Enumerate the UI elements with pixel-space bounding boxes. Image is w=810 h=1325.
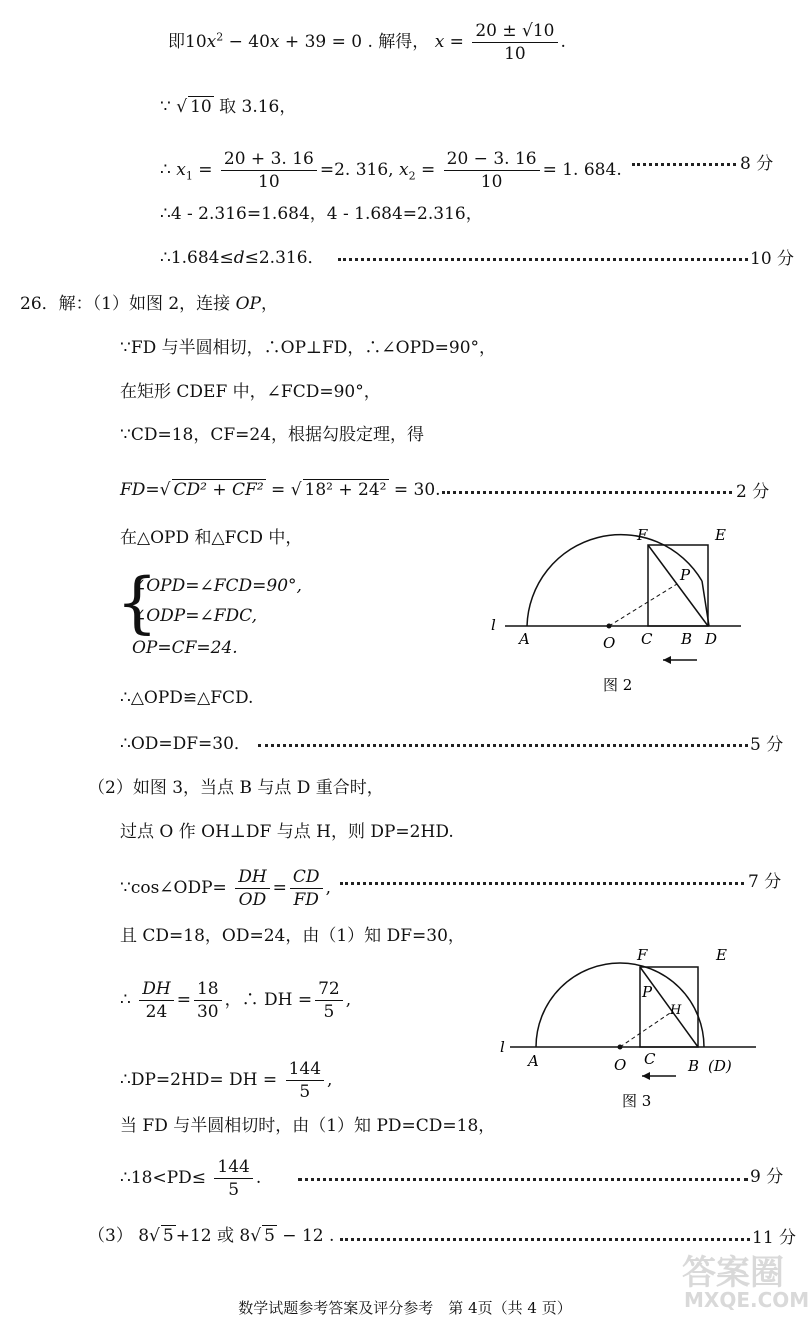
eq1-den: 10: [504, 44, 526, 64]
part3-line: [88, 1224, 334, 1248]
score-11: 11 分: [752, 1228, 797, 1248]
ratio-line: [120, 978, 351, 1023]
congruence-line: ∴△OPD≌△FCD.: [120, 688, 254, 708]
cos-den-1: OD: [238, 890, 267, 910]
radical-sign: √: [149, 1226, 160, 1246]
eq1-mid2: + 39 = 0 . 解得，: [279, 32, 430, 52]
label-l: l: [491, 616, 496, 634]
therefore-sign: ∴: [160, 160, 171, 180]
label-a: A: [519, 630, 530, 648]
dp-pre: ∴DP=2HD= DH =: [120, 1070, 278, 1090]
od-line: ∴OD=DF=30．: [120, 734, 251, 754]
tangent-case-line: 当 FD 与半圆相切时，由（1）知 PD=CD=18，: [120, 1116, 496, 1136]
roots-line: ∴ $x_1$ = $\frac{20 + 3. 16}{10}$ =2. 316, $x_2$ = $\frac{20 - 3. 16}{10}$ = 1. 684.: [160, 149, 622, 192]
cos-eq: =: [272, 878, 287, 898]
ratio-end: ,: [345, 990, 352, 1010]
label-f: F: [637, 526, 648, 544]
p3-radicand-1: 5: [162, 1226, 174, 1246]
page-footer: 数学试题参考答案及评分参考 第 4页（共 4 页）: [238, 1299, 572, 1317]
cos-frac-2: [290, 866, 323, 911]
pd-frac: [214, 1156, 252, 1201]
leader-dots: [258, 744, 748, 747]
range-d: d: [233, 248, 245, 268]
ratio-pre: ∴: [120, 990, 131, 1010]
score-10: 10 分: [750, 249, 795, 269]
dp-frac: [286, 1058, 324, 1103]
pd-den: 5: [228, 1180, 240, 1200]
equation-line-1: [168, 20, 566, 65]
eq1-var: x: [206, 32, 217, 52]
system-brace: {: [116, 564, 158, 641]
x1-den: 10: [258, 172, 280, 192]
score-9: 9 分: [750, 1167, 784, 1187]
radical-sign: √: [290, 480, 302, 500]
eq1-end: .: [560, 32, 566, 52]
dp-den: 5: [299, 1082, 311, 1102]
label-d: D: [705, 630, 718, 648]
ratio-frac-2: [194, 978, 222, 1023]
ratio-num-2: 18: [194, 978, 222, 1001]
label-c: C: [641, 630, 653, 648]
label-f: F: [637, 946, 648, 964]
q26-heading: [20, 292, 278, 316]
ratio-num-1: DH: [139, 978, 173, 1001]
cos-pre: ∵cos∠ODP=: [120, 878, 227, 898]
x2-value: = 1. 684.: [542, 160, 622, 180]
ratio-frac-1: [139, 978, 173, 1023]
leader-dots: [340, 882, 744, 885]
leader-dots: [632, 163, 736, 166]
ratio-den-1: 24: [145, 1002, 168, 1022]
dp-end: ,: [327, 1070, 333, 1090]
rectangle-line: 在矩形 CDEF 中，∠FCD=90°，: [120, 382, 381, 402]
radical-sign: √: [250, 1226, 262, 1246]
fd-mid: =: [265, 480, 291, 500]
x1-num: 20 + 3. 16: [221, 148, 317, 171]
label-p: P: [680, 566, 691, 584]
triangles-line: 在△OPD 和△FCD 中，: [120, 528, 303, 548]
x1-var: x: [176, 160, 186, 180]
p3-pre: （3） 8: [88, 1226, 150, 1246]
score-8: 8 分: [740, 154, 774, 174]
range-line: [160, 246, 325, 270]
x1-sub: 1: [185, 169, 193, 183]
eq1-num: 20 ± √10: [472, 20, 557, 43]
q26-end: ，: [260, 294, 278, 314]
score-5: 5 分: [750, 735, 784, 755]
label-o: O: [614, 1056, 627, 1074]
eq1-coef: 即10: [168, 32, 207, 52]
condition-3: OP=CF=24.: [132, 638, 238, 658]
dp-line: [120, 1058, 332, 1103]
ratio-den-2: 30: [196, 1002, 219, 1022]
radicand: 10: [190, 97, 212, 117]
pd-end: .: [255, 1168, 262, 1188]
given-line: ∵CD=18，CF=24，根据勾股定理，得: [120, 425, 425, 445]
fd-pre: FD=: [120, 480, 160, 500]
pythagoras-line: [120, 478, 441, 502]
x2-fraction: [444, 148, 540, 193]
cos-end: ,: [325, 878, 331, 898]
label-b: B: [681, 630, 693, 648]
range-pre: ∴1.684≤: [160, 248, 234, 268]
perpendicular-line: 过点 O 作 OH⊥DF 与点 H，则 DP=2HD.: [120, 822, 454, 842]
difference-line: ∴4 - 2.316=1.684，4 - 1.684=2.316，: [160, 204, 483, 224]
ratio-eq: =: [176, 990, 191, 1010]
p3-mid: +12 或 8: [175, 1226, 251, 1246]
x1-value: =2. 316,: [319, 160, 394, 180]
pd-range-line: [120, 1156, 261, 1201]
radicand-1: CD² + CF²: [173, 480, 264, 500]
figure-3: [490, 940, 770, 1120]
eq1-mid: − 40: [223, 32, 270, 52]
approx-text: 取 3.16，: [213, 97, 297, 117]
radical-sign: √: [176, 97, 188, 117]
label-e: E: [716, 946, 727, 964]
condition-2: ∠ODP=∠FDC,: [132, 606, 257, 626]
label-c: C: [644, 1050, 656, 1068]
leader-dots: [340, 1238, 750, 1241]
eq1-var2: x: [269, 32, 280, 52]
q26-op: OP: [235, 294, 261, 314]
x2-den: 10: [480, 172, 503, 192]
q26-text: 26．解：（1）如图 2，连接: [20, 294, 236, 314]
ratio-num-3: 72: [315, 978, 343, 1001]
tangent-line: ∵FD 与半圆相切，∴OP⊥FD，∴∠OPD=90°，: [120, 338, 497, 358]
because-sign: ∵: [160, 97, 171, 117]
figure-2-caption: 图 2: [603, 676, 633, 694]
values-line: 且 CD=18，OD=24，由（1）知 DF=30，: [120, 926, 465, 946]
eq1-x: x: [434, 32, 445, 52]
label-l: l: [500, 1038, 505, 1056]
ratio-den-3: 5: [323, 1002, 335, 1022]
label-p: P: [642, 983, 653, 1001]
label-e: E: [715, 526, 726, 544]
radical-sign: √: [159, 480, 171, 500]
cos-frac-1: [235, 866, 269, 911]
x2-sub: 2: [408, 169, 416, 183]
label-a: A: [528, 1052, 539, 1070]
fd-end: = 30.: [388, 480, 441, 500]
label-b: B: [688, 1057, 700, 1075]
watermark-url: MXQE.COM: [684, 1288, 810, 1312]
label-d: (D): [708, 1057, 732, 1075]
cos-num-2: CD: [290, 866, 323, 889]
figure-3-caption: 图 3: [622, 1092, 652, 1110]
dp-num: 144: [286, 1058, 324, 1081]
ratio-frac-3: [315, 978, 343, 1023]
cos-num-1: DH: [235, 866, 269, 889]
leader-dots: [298, 1178, 748, 1181]
p3-radicand-2: 5: [264, 1226, 275, 1246]
x2-num: 20 − 3. 16: [444, 148, 540, 171]
sqrt10-approx-line: [160, 95, 296, 119]
ratio-mid: ，∴ DH =: [224, 990, 313, 1010]
label-h: H: [670, 1003, 682, 1018]
figure-2: [485, 520, 765, 720]
pd-num: 144: [214, 1156, 252, 1179]
p3-end: − 12 .: [276, 1226, 335, 1246]
eq1-fraction: [472, 20, 557, 65]
x1-fraction: [221, 148, 317, 193]
leader-dots: [338, 258, 748, 261]
cosine-line: [120, 866, 331, 911]
label-o: O: [603, 634, 616, 652]
score-2: 2 分: [736, 482, 770, 502]
eq1-eq: =: [444, 32, 470, 52]
range-post: ≤2.316．: [244, 248, 325, 268]
condition-1: ∠OPD=∠FCD=90°,: [132, 576, 302, 596]
x2-var: x: [398, 160, 409, 180]
part2-heading: （2）如图 3，当点 B 与点 D 重合时，: [88, 778, 384, 798]
leader-dots: [442, 491, 732, 494]
watermark-logo: 答案圈: [682, 1253, 784, 1293]
pd-pre: ∴18<PD≤: [120, 1168, 207, 1188]
radicand-2: 18² + 24²: [304, 480, 387, 500]
eq1-exp: 2: [216, 30, 224, 44]
cos-den-2: FD: [293, 890, 319, 910]
score-7: 7 分: [748, 872, 782, 892]
